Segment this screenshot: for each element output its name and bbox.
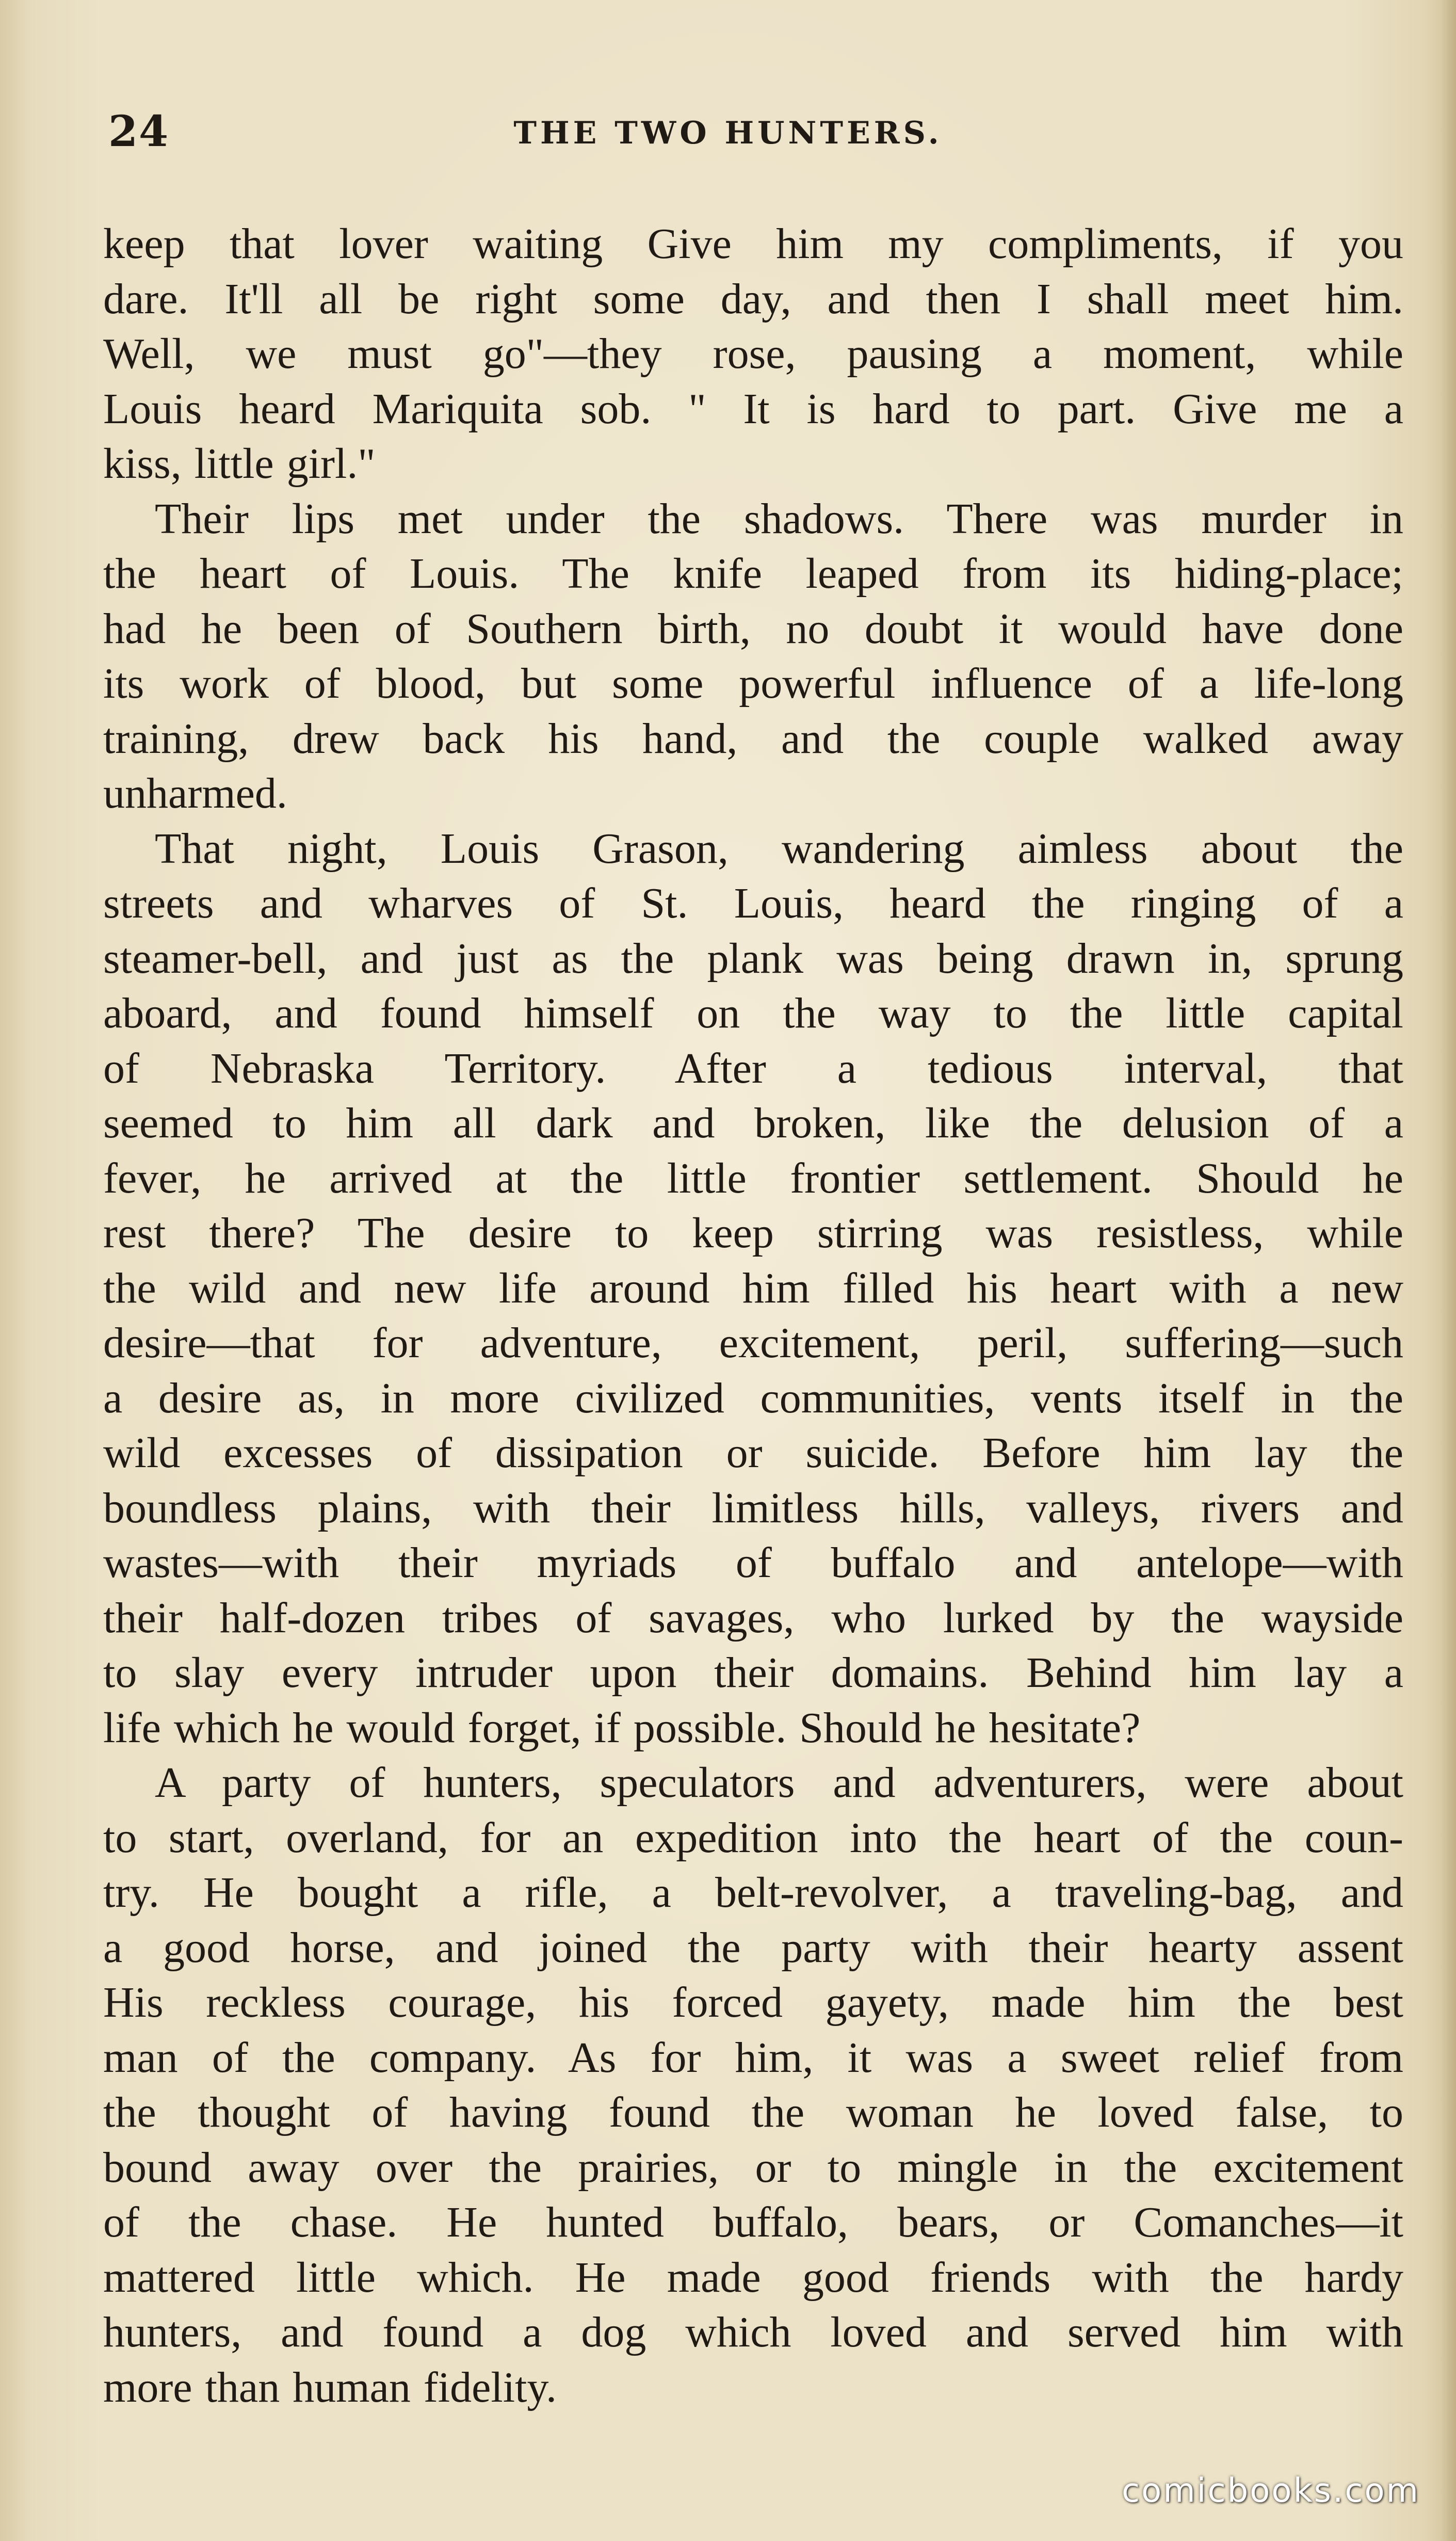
text-line: Louis heard Mariquita sob. " It is hard to part. Give me a [103, 384, 1403, 433]
text-line: kiss, little girl." [103, 440, 376, 488]
text-line: aboard, and found himself on the way to the little capital [103, 989, 1403, 1037]
text-line: His reckless courage, his forced gayety, made him the best [103, 1979, 1403, 2027]
text-line: the heart of Louis. The knife leaped from its hiding-place; [103, 550, 1403, 598]
text-line: wild excesses of dissipation or suicide. Before him lay the [103, 1429, 1403, 1477]
text-line: training, drew back his hand, and the couple walked away [103, 714, 1403, 763]
text-line: their half-dozen tribes of savages, who lurked by the wayside [103, 1594, 1403, 1642]
text-line: unharmed. [103, 769, 287, 817]
paragraph [103, 822, 1403, 1756]
text-line: steamer-bell, and just as the plank was being drawn in, sprung [103, 934, 1403, 983]
text-line: to start, overland, for an expedition into the heart of the coun- [103, 1813, 1403, 1862]
text-line: wastes—with their myriads of buffalo and antelope—with [103, 1539, 1403, 1587]
text-line: boundless plains, with their limitless hills, valleys, rivers and [103, 1484, 1403, 1532]
text-line: to slay every intruder upon their domains. Behind him lay a [103, 1649, 1403, 1697]
text-line: A party of hunters, speculators and adventurers, were about [155, 1759, 1403, 1807]
body-text [103, 217, 1403, 2415]
text-line: Well, we must go"—they rose, pausing a moment, while [103, 330, 1403, 378]
text-line: seemed to him all dark and broken, like the delusion of a [103, 1099, 1403, 1147]
text-line: of the chase. He hunted buffalo, bears, or Comanches—it [103, 2198, 1403, 2246]
text-line: keep that lover waiting Give him my compliments, if you [103, 220, 1403, 268]
text-line: desire—that for adventure, excitement, peril, suffering—such [103, 1319, 1403, 1367]
text-line: man of the company. As for him, it was a sweet relief from [103, 2033, 1403, 2082]
text-line: Their lips met under the shadows. There was murder in [155, 494, 1403, 543]
running-title: THE TWO HUNTERS. [513, 115, 943, 151]
text-line: its work of blood, but some powerful influence of a life-long [103, 660, 1403, 707]
text-line: the wild and new life around him filled his heart with a new [103, 1264, 1403, 1312]
text-line: fever, he arrived at the little frontier settlement. Should he [103, 1154, 1403, 1202]
text-line: rest there? The desire to keep stirring was resistless, while [103, 1209, 1403, 1257]
text-line: the thought of having found the woman he loved false, to [103, 2088, 1403, 2136]
text-line: hunters, and found a dog which loved and served him with [103, 2308, 1403, 2356]
page-number: 24 [108, 107, 170, 156]
paragraph [103, 492, 1403, 822]
text-line: mattered little which. He made good friends with the hardy [103, 2253, 1403, 2302]
page-edge-shadow [1441, 0, 1456, 2541]
text-line: more than human fidelity. [103, 2363, 557, 2411]
running-head [103, 103, 1353, 160]
text-line: bound away over the prairies, or to mingle in the excitement [103, 2143, 1403, 2192]
text-line: dare. It'll all be right some day, and then I shall meet him. [103, 275, 1403, 323]
text-line: streets and wharves of St. Louis, heard the ringing of a [103, 879, 1403, 927]
text-line: try. He bought a rifle, a belt-revolver, a traveling-bag, and [103, 1869, 1403, 1917]
text-line: a desire as, in more civilized communities, vents itself in the [103, 1374, 1403, 1422]
text-line: a good horse, and joined the party with their hearty assent [103, 1923, 1403, 1972]
paragraph [103, 1756, 1403, 2415]
text-line: had he been of Southern birth, no doubt it would have done [103, 604, 1403, 653]
watermark: comicbooks.com [1121, 2472, 1420, 2510]
text-line: That night, Louis Grason, wandering aimless about the [155, 824, 1403, 873]
text-line: life which he would forget, if possible. Should he hesitate? [103, 1703, 1141, 1752]
paragraph [103, 217, 1403, 492]
text-line: of Nebraska Territory. After a tedious interval, that [103, 1044, 1403, 1092]
